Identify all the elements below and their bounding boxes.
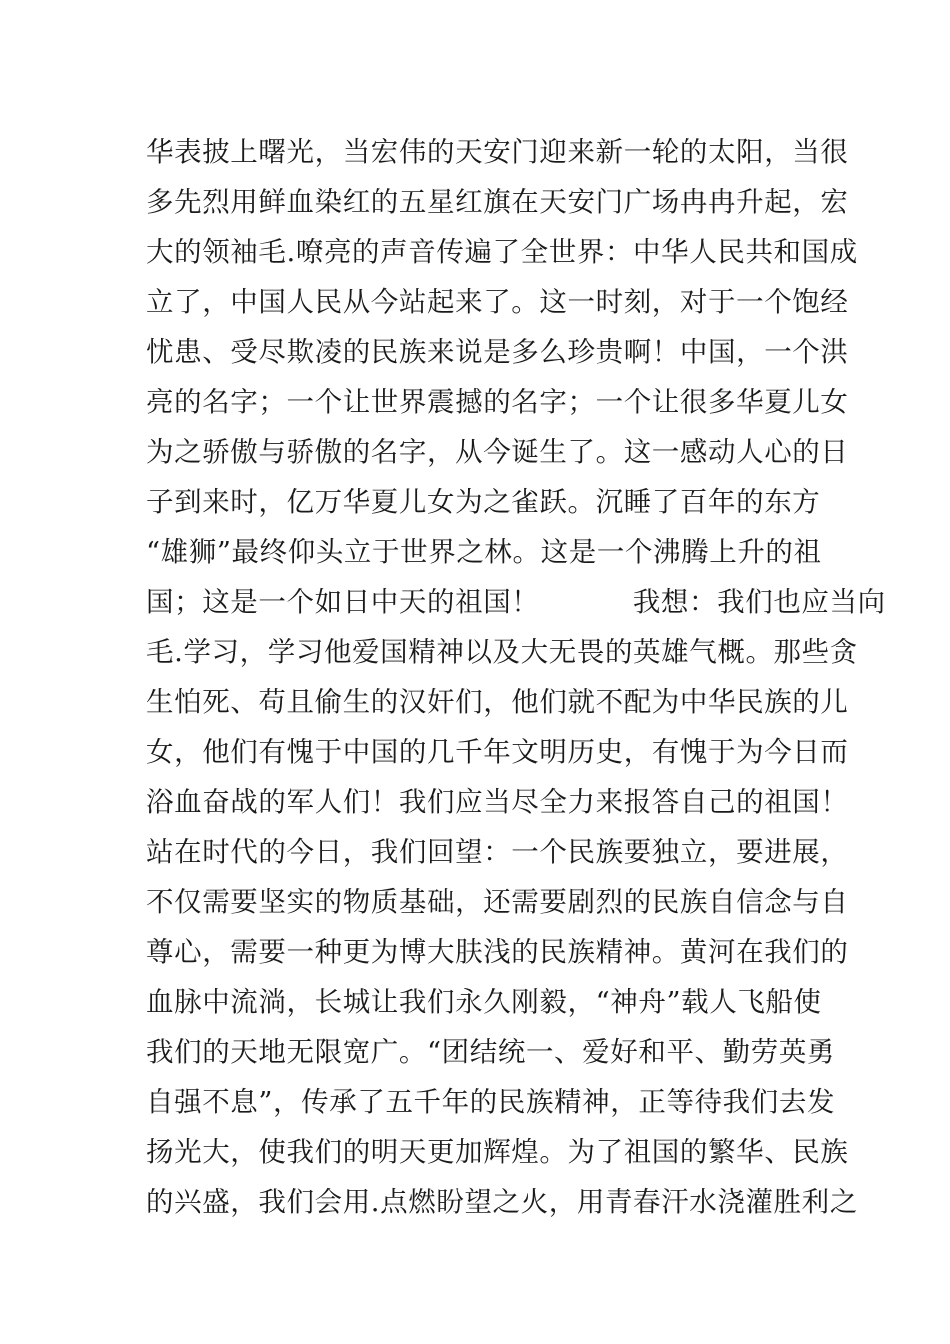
text-line-6: 亮的名字；一个让世界震撼的名字；一个让很多华夏儿女: [146, 386, 849, 418]
text-line-20: 自强不息”，传承了五千年的民族精神，正等待我们去发: [146, 1086, 836, 1118]
text-line-10: 国；这是一个如日中天的祖国！ 我想：我们也应当向: [146, 586, 886, 618]
text-line-14: 浴血奋战的军人们！我们应当尽全力来报答自己的祖国！: [146, 786, 849, 818]
text-line-21: 扬光大，使我们的明天更加辉煌。为了祖国的繁华、民族: [146, 1136, 849, 1168]
text-line-22: 的兴盛，我们会用.点燃盼望之火，用青春汗水浇灌胜利之: [146, 1186, 858, 1218]
text-line-11: 毛.学习，学习他爱国精神以及大无畏的英雄气概。那些贪: [146, 636, 858, 668]
text-line-13: 女，他们有愧于中国的几千年文明历史，有愧于为今日而: [146, 736, 849, 768]
text-line-16: 不仅需要坚实的物质基础，还需要剧烈的民族自信念与自: [146, 886, 849, 918]
text-line-3: 大的领袖毛.嘹亮的声音传遍了全世界：中华人民共和国成: [146, 236, 858, 268]
text-line-8: 子到来时，亿万华夏儿女为之雀跃。沉睡了百年的东方: [146, 486, 821, 518]
text-line-9: “雄狮”最终仰头立于世界之林。这是一个沸腾上升的祖: [146, 536, 822, 568]
text-line-4: 立了，中国人民从今站起来了。这一时刻，对于一个饱经: [146, 286, 849, 318]
text-line-12: 生怕死、苟且偷生的汉奸们，他们就不配为中华民族的儿: [146, 686, 849, 718]
text-line-17: 尊心，需要一种更为博大肤浅的民族精神。黄河在我们的: [146, 936, 849, 968]
text-line-7: 为之骄傲与骄傲的名字，从今诞生了。这一感动人心的日: [146, 436, 849, 468]
text-line-5: 忧患、受尽欺凌的民族来说是多么珍贵啊！中国，一个洪: [146, 336, 849, 368]
body-text: [146, 127, 886, 1227]
text-line-1: 华表披上曙光，当宏伟的天安门迎来新一轮的太阳，当很: [146, 136, 849, 168]
text-line-15: 站在时代的今日，我们回望：一个民族要独立，要进展，: [146, 836, 849, 868]
text-line-18: 血脉中流淌，长城让我们永久刚毅，“神舟”载人飞船使: [146, 986, 822, 1018]
text-line-19: 我们的天地无限宽广。“团结统一、爱好和平、勤劳英勇: [146, 1036, 836, 1068]
text-line-2: 多先烈用鲜血染红的五星红旗在天安门广场冉冉升起，宏: [146, 186, 849, 218]
